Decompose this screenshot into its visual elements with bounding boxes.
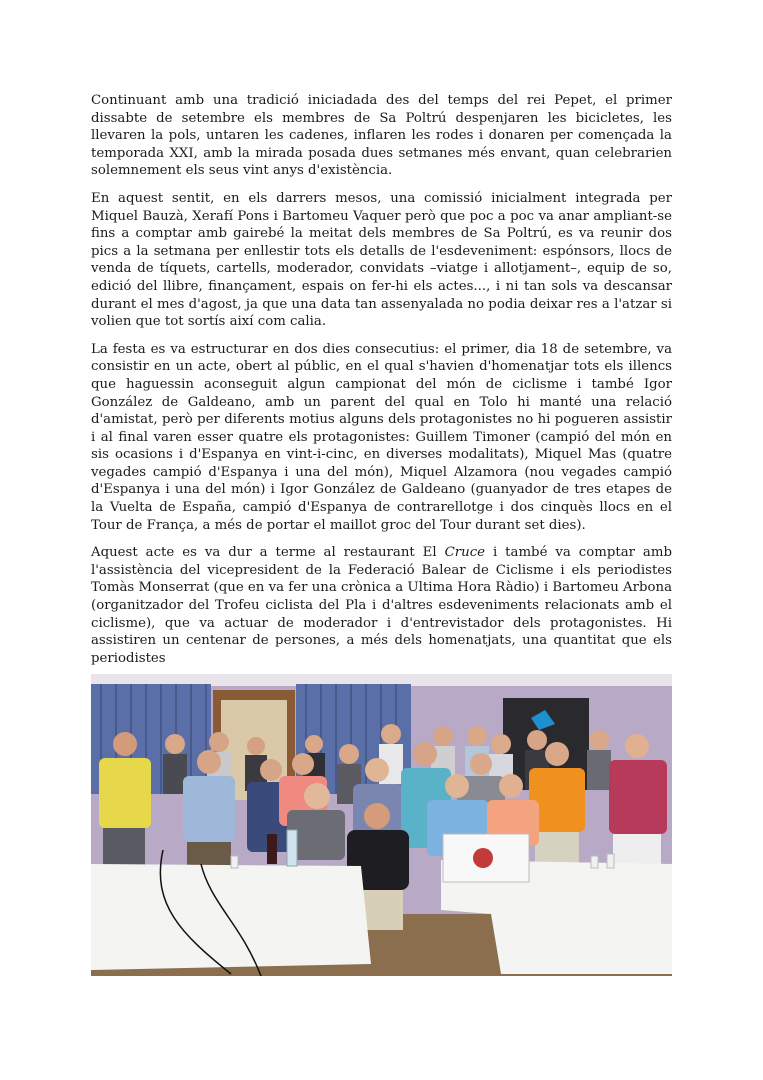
article-body <box>91 92 672 677</box>
paragraph-4 <box>91 544 672 667</box>
group-photo-illustration <box>91 674 672 976</box>
paragraph-2: En aquest sentit, en els darrers mesos, una comissió inicialment integrada per Miquel Bauzà, Xerafí Pons i Bartomeu Vaquer però que poc a poc va anar ampliant-se fins a comptar amb gairebé la meitat dels membres de Sa Poltrú, es va reunir dos pics a la setmana per enllestir tots els detalls de l'esdeveniment: espónsors, llocs de venda de tíquets, cartells, moderador, convidats –viatge i allotjament–, equip de so, edició del llibre, finançament, espais on fer-hi els actes..., i ni tan sols va descansar durant el mes d'agost, ja que una data tan assenyalada no podia deixar res a l'atzar si volien que tot sortís així com calia. <box>91 190 672 330</box>
group-photo <box>91 674 672 976</box>
paragraph-3: La festa es va estructurar en dos dies consecutius: el primer, dia 18 de setembre, va consistir en un acte, obert al públic, en el qual s'havien d'homenatjar tots els illencs que haguessin aconseguit algun campionat del món de ciclisme i també Igor González de Galdeano, amb un parent del qual en Tolo hi manté una relació d'amistat, però per diferents motius alguns dels protagonistes no hi pogueren assistir i al final varen esser quatre els protagonistes: Guillem Timoner (campió del món en sis ocasions i d'Espanya en vint-i-cinc, en diverses modalitats), Miquel Mas (quatre vegades campió d'Espanya i una del món), Miquel Alzamora (nou vegades campió d'Espanya i una del món) i Igor González de Galdeano (guanyador de tres etapes de la Vuelta de España, campió d'Espanya de contrarellotge i dos cinquès llocs en el Tour de França, a més de portar el maillot groc del Tour durant set dies). <box>91 341 672 533</box>
paragraph-1: Continuant amb una tradició iniciadada des del temps del rei Pepet, el primer dissabte de setembre els membres de Sa Poltrú despenjaren les bicicletes, les llevaren la pols, untaren les cadenes, inflaren les rodes i donaren per començada la temporada XXI, amb la mirada posada dues setmanes més envant, quan celebrarien solemnement els seus vint anys d'existència. <box>91 93 672 179</box>
paragraph-4-start: Aquest acte es va dur a terme al restaurant El <box>91 545 445 561</box>
restaurant-name: Cruce <box>444 545 486 561</box>
paragraph-4-end: i també va comptar amb l'assistència del vicepresident de la Federació Balear de Ciclisme i els periodistes Tomàs Monserrat (que en va fer una crònica a Ultima Hora Ràdio) i Bartomeu Arbona (organitzador del Trofeu ciclista del Pla i d'altres esdeveniments relacionats amb el ciclisme), que va actuar de moderador i d'entrevistador dels protagonistes. Hi assistiren un centenar de persones, a més dels homenatjats, una quantitat que els periodistes <box>91 545 672 666</box>
